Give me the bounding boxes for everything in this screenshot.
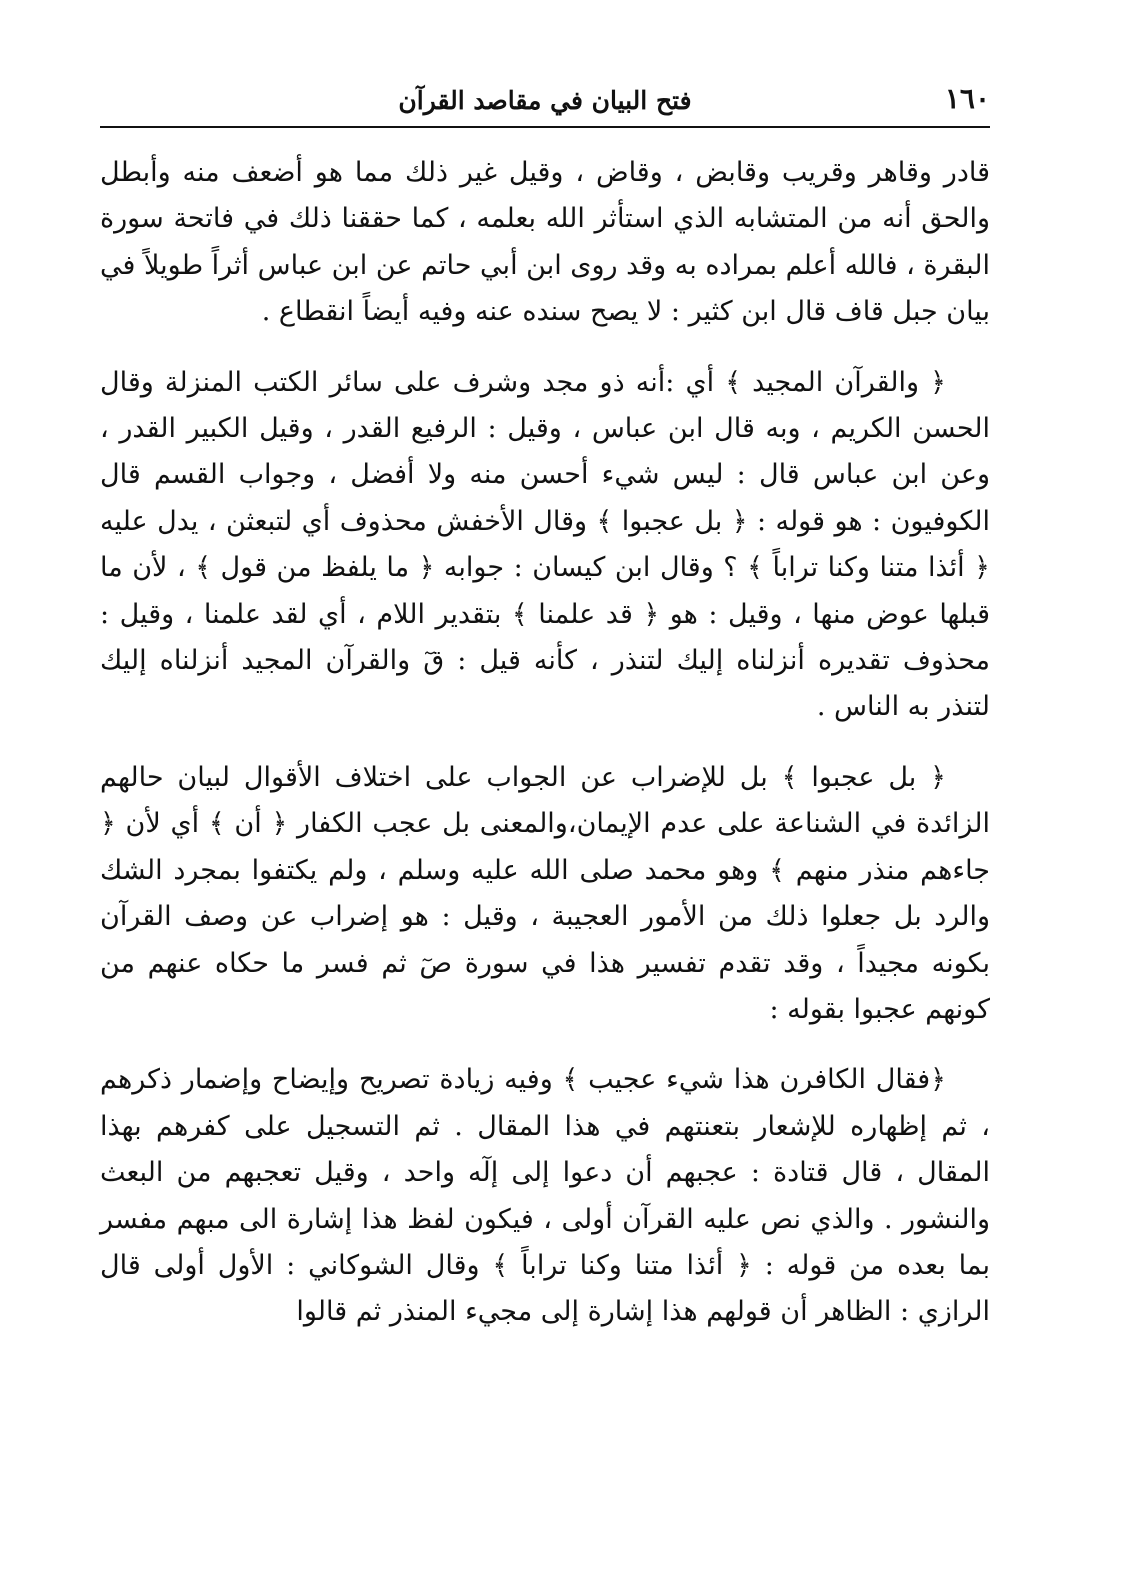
paragraph-bal-ajibu: ﴿ بل عجبوا ﴾ بل للإضراب عن الجواب على اختلاف الأقوال لبيان حالهم الزائدة في الشناعة على عدم الإيمان،والمعنى بل عجب الكفار ﴿ أن ﴾ أي لأن ﴿ جاءهم منذر منهم ﴾ وهو محمد صلى الله عليه وسلم ، ولم يكتفوا بمجرد الشك والرد بل جعلوا ذلك من الأمور العجيبة ، وقيل : هو إضراب عن وصف القرآن بكونه مجيداً ، وقد تقدم تفسير هذا في سورة صٓ ثم فسر ما حكاه عنهم من كونهم عجبوا بقوله : (100, 761, 990, 1025)
running-title: فتح البيان في مقاصد القرآن (398, 86, 692, 115)
page-body (100, 150, 990, 1336)
header-rule (100, 126, 990, 128)
page-header (100, 78, 990, 124)
paragraph-continuation: قادر وقاهر وقريب وقابض ، وقاض ، وقيل غير ذلك مما هو أضعف منه وأبطل والحق أنه من المتشابه الذي استأثر الله بعلمه ، كما حققنا ذلك في فاتحة سورة البقرة ، فالله أعلم بمراده به وقد روى ابن أبي حاتم عن ابن عباس أثراً طويلاً في بيان جبل قاف قال ابن كثير : لا يصح سنده عنه وفيه أيضاً انقطاع . (100, 157, 990, 328)
page-number: ١٦٠ (944, 82, 990, 115)
paragraph-kafirun: ﴿فقال الكافرن هذا شيء عجيب ﴾ وفيه زيادة تصريح وإيضاح وإضمار ذكرهم ، ثم إظهاره للإشعار بتعنتهم في هذا المقال . ثم التسجيل على كفرهم بهذا المقال ، قال قتادة : عجبهم أن دعوا إلى إلٓه واحد ، وقيل تعجبهم من البعث والنشور . والذي نص عليه القرآن أولى ، فيكون لفظ هذا إشارة الى مبهم مفسر بما بعده من قوله : ﴿ أئذا متنا وكنا تراباً ﴾ وقال الشوكاني : الأول أولى قال الرازي : الظاهر أن قولهم هذا إشارة إلى مجيء المنذر ثم قالوا (100, 1064, 990, 1328)
paragraph-quran-majid: ﴿ والقرآن المجيد ﴾ أي :أنه ذو مجد وشرف على سائر الكتب المنزلة وقال الحسن الكريم ، وبه قال ابن عباس ، وقيل : الرفيع القدر ، وقيل الكبير القدر ، وعن ابن عباس قال : ليس شيء أحسن منه ولا أفضل ، وجواب القسم قال الكوفيون : هو قوله : ﴿ بل عجبوا ﴾ وقال الأخفش محذوف أي لتبعثن ، يدل عليه ﴿ أئذا متنا وكنا تراباً ﴾ ؟ وقال ابن كيسان : جوابه ﴿ ما يلفظ من قول ﴾ ، لأن ما قبلها عوض منها ، وقيل : هو ﴿ قد علمنا ﴾ بتقدير اللام ، أي لقد علمنا ، وقيل : محذوف تقديره أنزلناه إليك لتنذر ، كأنه قيل : قٓ والقرآن المجيد أنزلناه إليك لتنذر به الناس . (100, 366, 990, 723)
